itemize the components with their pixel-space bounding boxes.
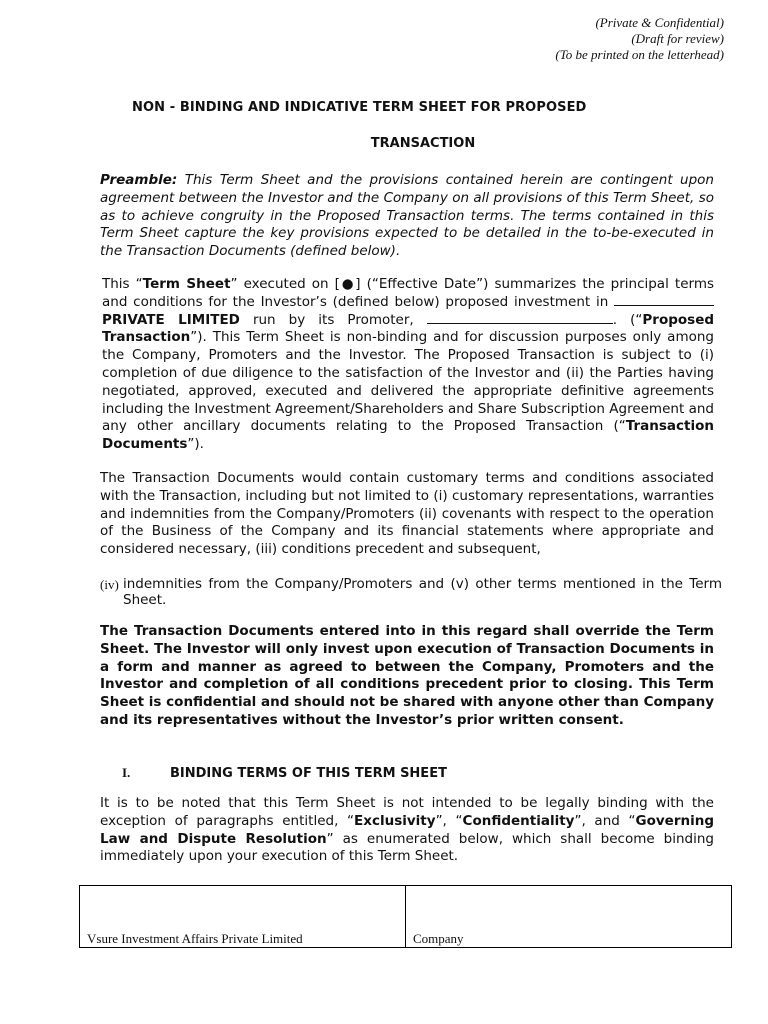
text-run: ” executed on [●] (“Effective Date”) summarizes the principal terms and conditions for the Investor’s (defined below) proposed investment in: [102, 276, 714, 310]
bold-term-sheet: Term Sheet: [142, 276, 231, 292]
sub-item-number: (iv): [100, 577, 119, 592]
preamble-text: This Term Sheet and the provisions contained herein are contingent upon agreement between the Investor and the Company on all provisions of this Term Sheet, so as to achieve congruity in the Proposed Transaction terms. The terms contained in this Term Sheet capture the key provisions expected to be detailed in the to-be-executed in the Transaction Documents (defined below).: [100, 172, 714, 260]
header-line-letterhead: (To be printed on the letterhead): [555, 47, 724, 62]
text-run: This “: [102, 276, 143, 292]
company-signatory-label: Company: [413, 931, 464, 946]
transaction-documents-paragraph: The Transaction Documents would contain customary terms and conditions associated with the Transaction, including but not limited to (i) customary representations, warranties and indemnities from the Company/Promoters (ii) covenants with respect to the operation of the Business of the Company and its financial statements where appropriate and considered necessary, (iii) conditions precedent and subsequent,: [100, 470, 714, 558]
promoter-name-blank: [427, 322, 613, 324]
confidentiality-header: [555, 15, 724, 63]
text-run: ”, and “: [574, 812, 636, 829]
section-heading-binding-terms: [122, 765, 447, 781]
text-run: It is to be noted that this Term Sheet is not intended to be legally binding with the exception of paragraphs entitled, “: [100, 795, 714, 829]
preamble-label: Preamble:: [100, 172, 178, 188]
document-title-line-2: TRANSACTION: [370, 136, 476, 151]
text-run: ”).: [187, 436, 204, 453]
override-bold-paragraph: The Transaction Documents entered into in this regard shall override the Term Sheet. The Investor will only invest upon execution of Transaction Documents in a form and manner as agreed to between the Company, Promoters and the Investor and completion of all conditions precedent prior to closing. This Term Sheet is confidential and should not be shared with anyone other than Company and its representatives without the Investor’s prior written consent.: [100, 623, 714, 728]
term-sheet-intro-paragraph: [102, 276, 714, 454]
bold-private-limited: PRIVATE LIMITED: [102, 311, 240, 328]
investor-signatory-name: Vsure Investment Affairs Private Limited: [87, 931, 303, 946]
signature-cell-investor: [80, 886, 406, 948]
text-run: . (“: [612, 311, 643, 328]
signature-table: [79, 885, 732, 948]
bold-governing-law: Governing Law and Dispute Resolution: [100, 812, 714, 847]
section-title: BINDING TERMS OF THIS TERM SHEET: [170, 766, 447, 781]
header-line-private: (Private & Confidential): [595, 15, 724, 30]
sub-item-iv: [100, 576, 722, 608]
signature-cell-company: [406, 886, 732, 948]
binding-terms-paragraph: [100, 795, 714, 866]
bold-exclusivity: Exclusivity: [354, 812, 436, 829]
text-run: run by its Promoter,: [239, 311, 427, 328]
bold-transaction-documents: Transaction Documents: [102, 418, 714, 453]
bold-confidentiality: Confidentiality: [462, 812, 575, 829]
preamble-paragraph: [100, 172, 714, 261]
text-run: ” as enumerated below, which shall become binding immediately upon your execution of this Term Sheet.: [100, 830, 714, 865]
sub-item-text: indemnities from the Company/Promoters and (v) other terms mentioned in the Term Sheet.: [123, 576, 722, 608]
document-title-line-1: NON - BINDING AND INDICATIVE TERM SHEET FOR PROPOSED: [132, 100, 587, 115]
bold-proposed-transaction: Proposed Transaction: [102, 311, 715, 346]
company-name-blank: [614, 304, 714, 306]
text-run: ”). This Term Sheet is non-binding and for discussion purposes only among the Company, Promoters and the Investor. The Proposed Transaction is subject to (i) completion of due diligence to the satisfaction of the Investor and (ii) the Parties having negotiated, approved, executed and delivered the appropriate definitive agreements including the Investment Agreement/Shareholders and Share Subscription Agreement and any other ancillary documents relating to the Proposed Transaction (“: [102, 329, 714, 435]
section-number: I.: [122, 765, 131, 780]
header-line-draft: (Draft for review): [631, 31, 724, 46]
text-run: ”, “: [435, 812, 463, 829]
